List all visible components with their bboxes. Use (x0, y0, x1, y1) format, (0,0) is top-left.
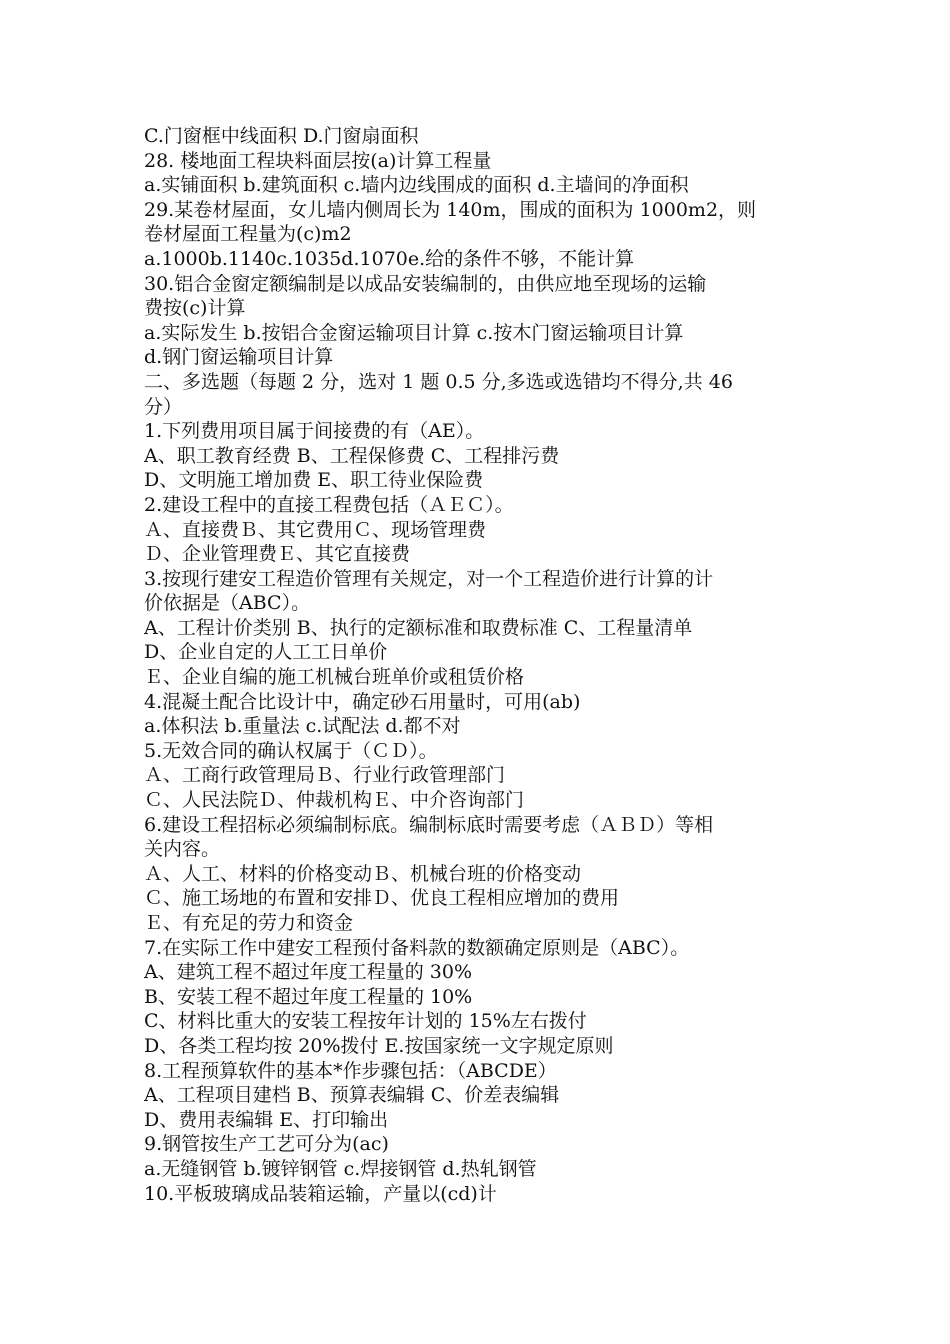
text-line: Ｅ、有充足的劳力和资金 (144, 912, 354, 934)
text-line: 28. 楼地面工程块料面层按(a)计算工程量 (144, 149, 492, 172)
text-line: 费按(c)计算 (144, 297, 246, 320)
text-line: 6.建设工程招标必须编制标底。编制标底时需要考虑（ＡＢＤ）等相 (144, 813, 714, 836)
text-line: D、各类工程均按 20%拨付 E.按国家统一文字规定原则 (144, 1034, 614, 1057)
text-line: 30.铝合金窗定额编制是以成品安装编制的，由供应地至现场的运输 (144, 272, 707, 295)
text-line: a.无缝钢管 b.镀锌钢管 c.焊接钢管 d.热轧钢管 (144, 1157, 537, 1180)
text-line: Ｃ、施工场地的布置和安排Ｄ、优良工程相应增加的费用 (144, 887, 620, 910)
text-line: D、文明施工增加费 E、职工待业保险费 (144, 469, 484, 492)
text-line: 29.某卷材屋面，女儿墙内侧周长为 140m，围成的面积为 1000m2，则 (144, 198, 757, 221)
text-line: a.实际发生 b.按铝合金窗运输项目计算 c.按木门窗运输项目计算 (144, 321, 684, 344)
text-line: Ｅ、企业自编的施工机械台班单价或租赁价格 (144, 666, 525, 689)
text-line: 9.钢管按生产工艺可分为(ac) (144, 1133, 389, 1156)
text-line: 关内容。 (144, 838, 221, 861)
text-line: Ｃ、人民法院Ｄ、仲裁机构Ｅ、中介咨询部门 (144, 789, 525, 812)
text-line: Ａ、工商行政管理局Ｂ、行业行政管理部门 (144, 764, 506, 787)
text-line: d.钢门窗运输项目计算 (144, 346, 334, 369)
text-line: 8.工程预算软件的基本*作步骤包括：（ABCDE） (144, 1059, 557, 1082)
text-line: 卷材屋面工程量为(c)m2 (144, 223, 352, 246)
text-line: a.体积法 b.重量法 c.试配法 d.都不对 (144, 715, 461, 738)
text-line: A、职工教育经费 B、工程保修费 C、工程排污费 (144, 444, 560, 467)
text-line: 1.下列费用项目属于间接费的有（AE）。 (144, 420, 485, 443)
text-line: 二、多选题（每题 2 分，选对 1 题 0.5 分,多选或选错均不得分,共 46 (144, 370, 733, 393)
text-line: 10.平板玻璃成品装箱运输，产量以(cd)计 (144, 1182, 497, 1205)
text-line: 2.建设工程中的直接工程费包括（ＡＥＣ）。 (144, 493, 514, 516)
text-line: a.1000b.1140c.1035d.1070e.给的条件不够，不能计算 (144, 247, 635, 270)
text-line: Ａ、直接费Ｂ、其它费用Ｃ、现场管理费 (144, 518, 487, 541)
text-line: C.门窗框中线面积 D.门窗扇面积 (144, 125, 419, 147)
text-line: 4.混凝土配合比设计中，确定砂石用量时，可用(ab) (144, 690, 581, 713)
text-line: 价依据是（ABC）。 (144, 592, 311, 615)
text-line: 3.按现行建安工程造价管理有关规定，对一个工程造价进行计算的计 (144, 567, 714, 590)
text-line: 7.在实际工作中建安工程预付备料款的数额确定原则是（ABC）。 (144, 936, 690, 959)
text-line: D、费用表编辑 E、打印输出 (144, 1108, 389, 1131)
text-line: Ａ、人工、材料的价格变动Ｂ、机械台班的价格变动 (144, 862, 582, 885)
text-line: a.实铺面积 b.建筑面积 c.墙内边线围成的面积 d.主墙间的净面积 (144, 174, 689, 197)
text-line: A、工程计价类别 B、执行的定额标准和取费标准 C、工程量清单 (144, 616, 693, 639)
text-line: 5.无效合同的确认权属于（ＣＤ）。 (144, 739, 438, 762)
text-line: C、材料比重大的安装工程按年计划的 15%左右拨付 (144, 1010, 587, 1033)
text-line: 分） (144, 395, 183, 418)
text-line: A、建筑工程不超过年度工程量的 30% (144, 961, 472, 984)
document-page (144, 124, 814, 1206)
text-line: B、安装工程不超过年度工程量的 10% (144, 985, 473, 1008)
text-line: Ｄ、企业管理费Ｅ、其它直接费 (144, 543, 411, 566)
text-line: D、企业自定的人工工日单价 (144, 641, 388, 664)
text-line: A、工程项目建档 B、预算表编辑 C、价差表编辑 (144, 1084, 560, 1107)
